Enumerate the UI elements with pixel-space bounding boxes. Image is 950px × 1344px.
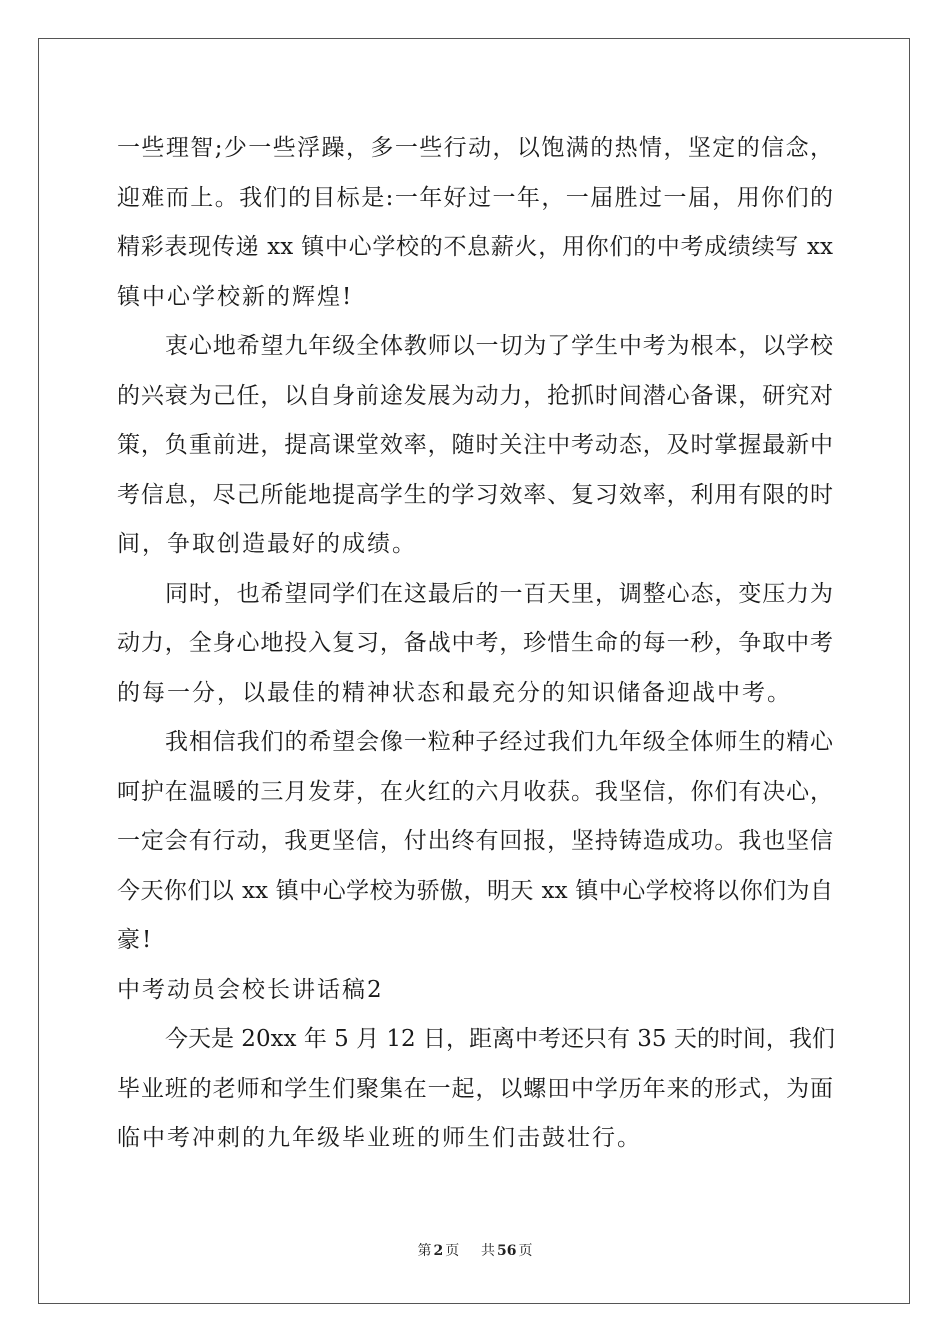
text-line: 动力，全身心地投入复习，备战中考，珍惜生命的每一秒，争取中考 bbox=[117, 630, 833, 656]
page-footer bbox=[0, 1240, 950, 1260]
text-line: 的兴衰为己任，以自身前途发展为动力，抢抓时间潜心备课，研究对 bbox=[117, 382, 833, 409]
document-body bbox=[117, 124, 833, 1164]
total-pages: 56 bbox=[497, 1243, 517, 1259]
section-heading: 中考动员会校长讲话稿2 bbox=[117, 976, 384, 1003]
page-current: 2 bbox=[433, 1243, 444, 1259]
text-line: 豪! bbox=[117, 927, 154, 953]
text-line: 临中考冲刺的九年级毕业班的师生们击鼓壮行。 bbox=[117, 1125, 642, 1151]
paragraph-first-line: 我相信我们的希望会像一粒种子经过我们九年级全体师生的精心 bbox=[165, 729, 833, 755]
text-line: 迎难而上。我们的目标是:一年好过一年，一届胜过一届，用你们的 bbox=[117, 184, 833, 211]
text-line: 今天你们以 xx 镇中心学校为骄傲，明天 xx 镇中心学校将以你们为自 bbox=[117, 877, 833, 904]
text-line: 呵护在温暖的三月发芽，在火红的六月收获。我坚信，你们有决心， bbox=[117, 778, 833, 805]
text-line: 一些理智;少一些浮躁，多一些行动，以饱满的热情，坚定的信念， bbox=[117, 135, 833, 161]
text-line: 精彩表现传递 xx 镇中心学校的不息薪火，用你们的中考成绩续写 xx bbox=[117, 234, 833, 260]
text-line: 间，争取创造最好的成绩。 bbox=[117, 531, 417, 557]
total-prefix: 共 bbox=[481, 1243, 496, 1259]
text-line: 毕业班的老师和学生们聚集在一起，以螺田中学历年来的形式，为面 bbox=[117, 1075, 833, 1102]
text-line: 镇中心学校新的辉煌! bbox=[117, 283, 354, 310]
text-line: 一定会有行动，我更坚信，付出终有回报，坚持铸造成功。我也坚信 bbox=[117, 828, 833, 854]
total-suffix: 页 bbox=[518, 1243, 533, 1259]
paragraph-first-line: 同时，也希望同学们在这最后的一百天里，调整心态，变压力为 bbox=[165, 580, 833, 607]
page-suffix: 页 bbox=[445, 1243, 460, 1259]
text-line: 的每一分，以最佳的精神状态和最充分的知识储备迎战中考。 bbox=[117, 679, 792, 706]
paragraph-first-line: 今天是 20xx 年 5 月 12 日，距离中考还只有 35 天的时间，我们 bbox=[165, 1026, 835, 1052]
paragraph-first-line: 衷心地希望九年级全体教师以一切为了学生中考为根本，以学校 bbox=[165, 333, 833, 359]
text-line: 策，负重前进，提高课堂效率，随时关注中考动态，及时掌握最新中 bbox=[117, 432, 833, 458]
page-prefix: 第 bbox=[417, 1243, 432, 1259]
text-line: 考信息，尽己所能地提高学生的学习效率、复习效率，利用有限的时 bbox=[117, 481, 833, 508]
